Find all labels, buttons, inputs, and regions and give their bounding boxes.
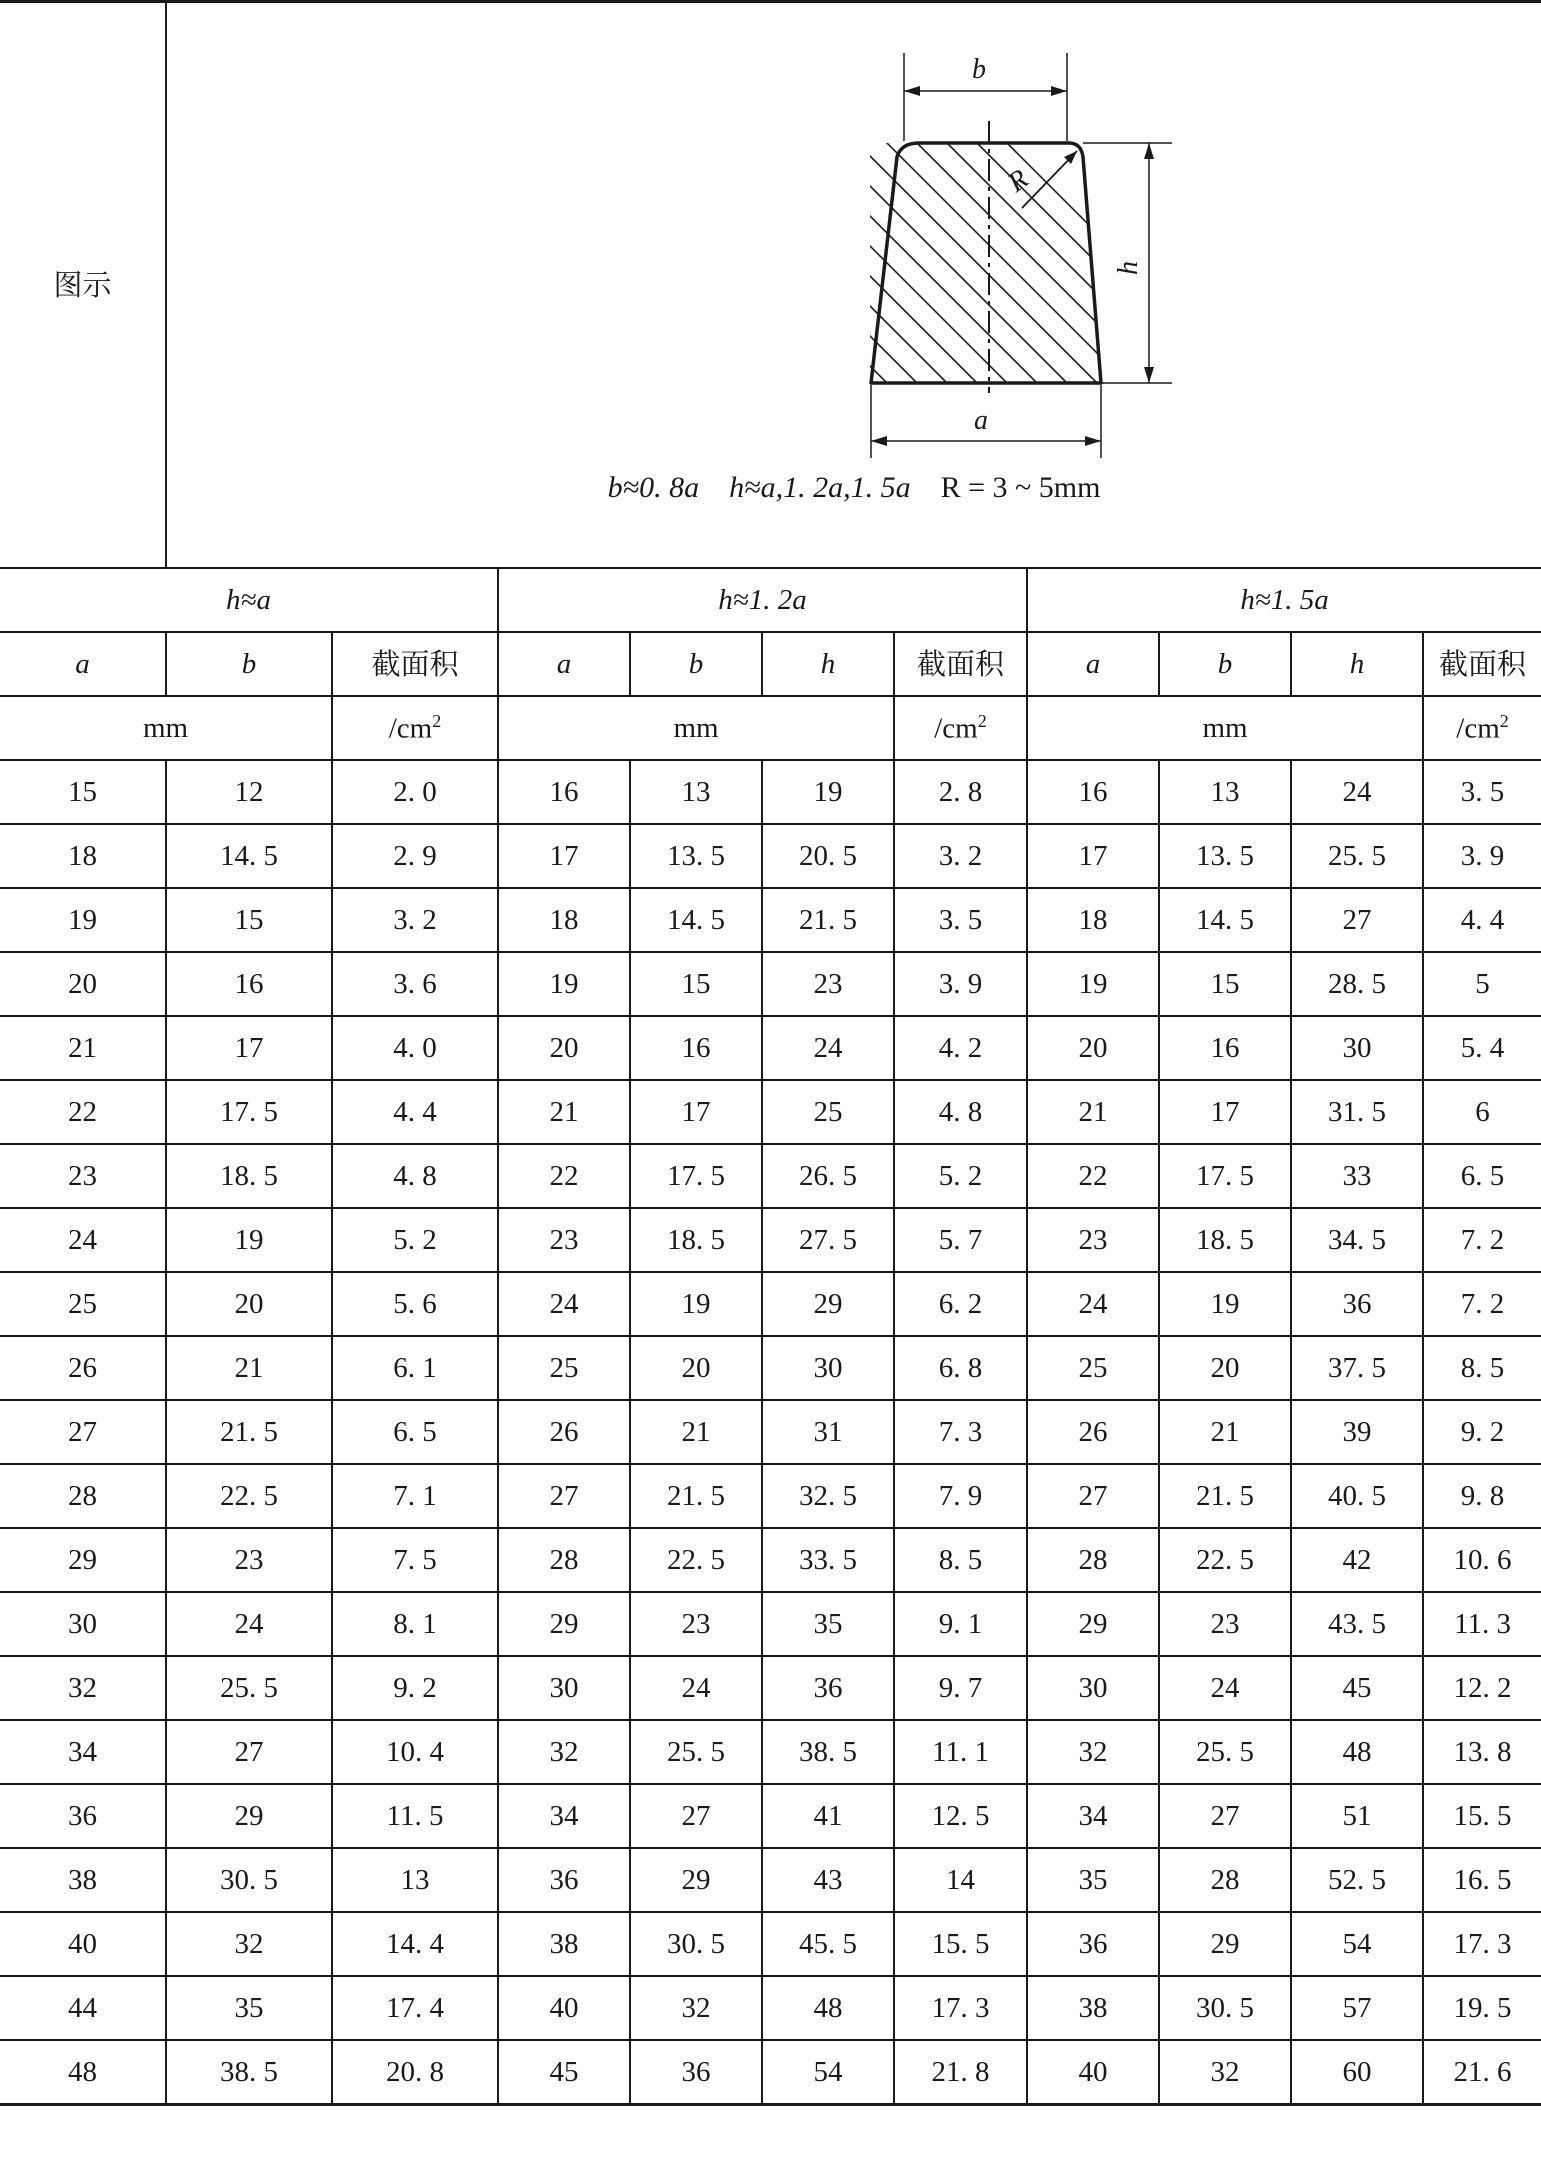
table-row (0, 1976, 1541, 2040)
table-cell: 40 (498, 1976, 630, 2040)
table-cell: 21 (0, 1016, 166, 1080)
col-g1-a: a (0, 632, 166, 696)
table-row (0, 1016, 1541, 1080)
table-cell: 4. 4 (1423, 888, 1541, 952)
table-cell: 22. 5 (1159, 1528, 1291, 1592)
table-cell: 16 (498, 760, 630, 824)
subheader-row-2 (0, 696, 1541, 760)
table-row (0, 1720, 1541, 1784)
table-cell: 26. 5 (762, 1144, 894, 1208)
table-cell: 30 (0, 1592, 166, 1656)
table-cell: 21. 5 (1159, 1464, 1291, 1528)
table-cell: 15 (0, 760, 166, 824)
table-cell: 30 (762, 1336, 894, 1400)
table-cell: 17. 5 (630, 1144, 762, 1208)
col-g1-area-label: 截面积 (332, 632, 498, 696)
table-cell: 38 (1027, 1976, 1159, 2040)
table-cell: 3. 9 (894, 952, 1027, 1016)
table-cell: 3. 5 (894, 888, 1027, 952)
table-cell: 18. 5 (166, 1144, 332, 1208)
table-cell: 21 (630, 1400, 762, 1464)
area-unit-g1: $/cm^2$ (332, 696, 498, 760)
table-cell: 22 (0, 1080, 166, 1144)
area-unit-g3: $/cm^2$ (1423, 696, 1541, 760)
table-cell: 17 (1159, 1080, 1291, 1144)
table-cell: 38. 5 (762, 1720, 894, 1784)
table-cell: 32 (1159, 2040, 1291, 2105)
table-row (0, 1528, 1541, 1592)
table-cell: 28 (0, 1464, 166, 1528)
table-cell: 24 (498, 1272, 630, 1336)
table-row (0, 824, 1541, 888)
table-row (0, 1912, 1541, 1976)
table-cell: 32 (498, 1720, 630, 1784)
table-cell: 5. 7 (894, 1208, 1027, 1272)
table-row (0, 1464, 1541, 1528)
table-cell: 29 (1027, 1592, 1159, 1656)
dim-h-label: h (1113, 261, 1144, 275)
table-cell: 23 (630, 1592, 762, 1656)
table-cell: 51 (1291, 1784, 1423, 1848)
col-g3-b: b (1159, 632, 1291, 696)
table-cell: 2. 9 (332, 824, 498, 888)
table-cell: 28. 5 (1291, 952, 1423, 1016)
table-cell: 19 (0, 888, 166, 952)
table-cell: 24 (630, 1656, 762, 1720)
col-g2-h: h (762, 632, 894, 696)
table-cell: 9. 2 (332, 1656, 498, 1720)
table-cell: 54 (1291, 1912, 1423, 1976)
col-g2-b: b (630, 632, 762, 696)
table-cell: 22. 5 (166, 1464, 332, 1528)
table-cell: 25 (498, 1336, 630, 1400)
table-cell: 34. 5 (1291, 1208, 1423, 1272)
table-cell: 13. 5 (1159, 824, 1291, 888)
table-cell: 43 (762, 1848, 894, 1912)
table-cell: 35 (1027, 1848, 1159, 1912)
figure-formula (167, 473, 1541, 503)
table-cell: 19 (166, 1208, 332, 1272)
table-cell: 29 (166, 1784, 332, 1848)
table-cell: 31 (762, 1400, 894, 1464)
table-cell: 20 (1159, 1336, 1291, 1400)
table-cell: 3. 2 (894, 824, 1027, 888)
table-cell: 16 (1159, 1016, 1291, 1080)
table-cell: 34 (1027, 1784, 1159, 1848)
table-cell: 26 (0, 1336, 166, 1400)
col-g2-a: a (498, 632, 630, 696)
table-cell: 23 (0, 1144, 166, 1208)
table-cell: 20 (498, 1016, 630, 1080)
table-cell: 28 (498, 1528, 630, 1592)
table-cell: 15. 5 (894, 1912, 1027, 1976)
table-cell: 3. 2 (332, 888, 498, 952)
table-cell: 40 (1027, 2040, 1159, 2105)
table-cell: 21 (1159, 1400, 1291, 1464)
table-cell: 43. 5 (1291, 1592, 1423, 1656)
table-cell: 13 (1159, 760, 1291, 824)
table-cell: 8. 5 (894, 1528, 1027, 1592)
table-cell: 14. 4 (332, 1912, 498, 1976)
figure-row (0, 2, 1541, 569)
table-cell: 25. 5 (630, 1720, 762, 1784)
table-cell: 13 (630, 760, 762, 824)
table-cell: 30 (1291, 1016, 1423, 1080)
table-cell: 38. 5 (166, 2040, 332, 2105)
table-cell: 6. 5 (1423, 1144, 1541, 1208)
table-cell: 38 (0, 1848, 166, 1912)
table-cell: 29 (1159, 1912, 1291, 1976)
table-row (0, 1144, 1541, 1208)
table-cell: 15 (1159, 952, 1291, 1016)
table-cell: 6. 1 (332, 1336, 498, 1400)
table-cell: 23 (762, 952, 894, 1016)
table-cell: 35 (762, 1592, 894, 1656)
table-cell: 36 (630, 2040, 762, 2105)
table-cell: 32 (0, 1656, 166, 1720)
table-cell: 23 (166, 1528, 332, 1592)
table-cell: 18 (1027, 888, 1159, 952)
table-cell: 20 (1027, 1016, 1159, 1080)
table-cell: 17 (630, 1080, 762, 1144)
table-cell: 7. 2 (1423, 1208, 1541, 1272)
col-g2-area-label: 截面积 (894, 632, 1027, 696)
table-cell: 14. 5 (630, 888, 762, 952)
table-cell: 12 (166, 760, 332, 824)
table-cell: 29 (762, 1272, 894, 1336)
table-cell: 23 (498, 1208, 630, 1272)
table-cell: 7. 2 (1423, 1272, 1541, 1336)
table-cell: 7. 9 (894, 1464, 1027, 1528)
unit-g3: mm (1027, 696, 1423, 760)
table-cell: 14 (894, 1848, 1027, 1912)
table-cell: 40 (0, 1912, 166, 1976)
table-cell: 45 (498, 2040, 630, 2105)
table-cell: 38 (498, 1912, 630, 1976)
table-cell: 17. 3 (1423, 1912, 1541, 1976)
table-cell: 34 (0, 1720, 166, 1784)
table-cell: 28 (1027, 1528, 1159, 1592)
formula-b: b≈0. 8a (607, 471, 700, 504)
table-cell: 21. 5 (166, 1400, 332, 1464)
table-cell: 27 (166, 1720, 332, 1784)
table-cell: 27 (498, 1464, 630, 1528)
table-cell: 11. 3 (1423, 1592, 1541, 1656)
table-cell: 25. 5 (166, 1656, 332, 1720)
table-cell: 24 (166, 1592, 332, 1656)
table-cell: 19 (1159, 1272, 1291, 1336)
table-cell: 21. 6 (1423, 2040, 1541, 2105)
col-g3-h: h (1291, 632, 1423, 696)
table-cell: 20 (166, 1272, 332, 1336)
table-cell: 22 (498, 1144, 630, 1208)
table-cell: 33 (1291, 1144, 1423, 1208)
table-cell: 9. 1 (894, 1592, 1027, 1656)
table-cell: 36 (0, 1784, 166, 1848)
table-cell: 26 (1027, 1400, 1159, 1464)
table-cell: 26 (498, 1400, 630, 1464)
table-cell: 17 (166, 1016, 332, 1080)
table-row (0, 2040, 1541, 2105)
table-cell: 15. 5 (1423, 1784, 1541, 1848)
table-cell: 13 (332, 1848, 498, 1912)
table-cell: 23 (1159, 1592, 1291, 1656)
table-cell: 17. 4 (332, 1976, 498, 2040)
table-cell: 31. 5 (1291, 1080, 1423, 1144)
table-cell: 13. 5 (630, 824, 762, 888)
table-cell: 17. 5 (1159, 1144, 1291, 1208)
table-cell: 17. 5 (166, 1080, 332, 1144)
dim-b-label: b (972, 54, 986, 85)
table-cell: 32 (166, 1912, 332, 1976)
table-cell: 25. 5 (1291, 824, 1423, 888)
group-header-1: h≈a (0, 568, 498, 632)
table-cell: 25 (0, 1272, 166, 1336)
table-row (0, 1400, 1541, 1464)
table-cell: 45 (1291, 1656, 1423, 1720)
table-cell: 18. 5 (1159, 1208, 1291, 1272)
table-cell: 3. 6 (332, 952, 498, 1016)
group-header-row (0, 568, 1541, 632)
table-cell: 11. 1 (894, 1720, 1027, 1784)
table-cell: 24 (0, 1208, 166, 1272)
table-cell: 15 (166, 888, 332, 952)
figure-cell (166, 2, 1541, 569)
table-cell: 13. 8 (1423, 1720, 1541, 1784)
table-cell: 19 (1027, 952, 1159, 1016)
table-cell: 17 (498, 824, 630, 888)
table-cell: 60 (1291, 2040, 1423, 2105)
table-cell: 30 (1027, 1656, 1159, 1720)
table-cell: 40. 5 (1291, 1464, 1423, 1528)
col-g1-b: b (166, 632, 332, 696)
table-cell: 2. 8 (894, 760, 1027, 824)
table-cell: 25 (762, 1080, 894, 1144)
table-cell: 52. 5 (1291, 1848, 1423, 1912)
table-cell: 30. 5 (166, 1848, 332, 1912)
table-cell: 21 (166, 1336, 332, 1400)
table-cell: 6. 8 (894, 1336, 1027, 1400)
table-row (0, 952, 1541, 1016)
table-cell: 8. 1 (332, 1592, 498, 1656)
table-cell: 22 (1027, 1144, 1159, 1208)
table-cell: 19 (762, 760, 894, 824)
table-cell: 21 (1027, 1080, 1159, 1144)
table-cell: 9. 8 (1423, 1464, 1541, 1528)
table-cell: 23 (1027, 1208, 1159, 1272)
table-cell: 7. 3 (894, 1400, 1027, 1464)
table-cell: 9. 7 (894, 1656, 1027, 1720)
table-cell: 24 (1291, 760, 1423, 824)
table-row (0, 1592, 1541, 1656)
table-row (0, 1656, 1541, 1720)
table-cell: 8. 5 (1423, 1336, 1541, 1400)
table-cell: 20. 8 (332, 2040, 498, 2105)
table-cell: 4. 2 (894, 1016, 1027, 1080)
table-cell: 36 (498, 1848, 630, 1912)
col-g3-a: a (1027, 632, 1159, 696)
table-cell: 9. 2 (1423, 1400, 1541, 1464)
table-cell: 6. 2 (894, 1272, 1027, 1336)
table-cell: 24 (1027, 1272, 1159, 1336)
table-cell: 5. 4 (1423, 1016, 1541, 1080)
table-cell: 30. 5 (1159, 1976, 1291, 2040)
table-cell: 5. 6 (332, 1272, 498, 1336)
table-cell: 30. 5 (630, 1912, 762, 1976)
table-cell: 42 (1291, 1528, 1423, 1592)
table-cell: 15 (630, 952, 762, 1016)
table-cell: 24 (762, 1016, 894, 1080)
table-cell: 39 (1291, 1400, 1423, 1464)
table-cell: 27 (1159, 1784, 1291, 1848)
formula-h: h≈a,1. 2a,1. 5a (729, 471, 911, 504)
table-cell: 33. 5 (762, 1528, 894, 1592)
table-cell: 12. 5 (894, 1784, 1027, 1848)
table-row (0, 1208, 1541, 1272)
table-cell: 19 (630, 1272, 762, 1336)
table-cell: 3. 5 (1423, 760, 1541, 824)
table-cell: 20 (0, 952, 166, 1016)
area-unit-g2: $/cm^2$ (894, 696, 1027, 760)
table-cell: 21. 5 (630, 1464, 762, 1528)
table-cell: 21. 5 (762, 888, 894, 952)
table-cell: 32. 5 (762, 1464, 894, 1528)
table-cell: 27 (630, 1784, 762, 1848)
trapezoid-cross-section-diagram (687, 33, 1187, 473)
table-cell: 6. 5 (332, 1400, 498, 1464)
table-cell: 32 (1027, 1720, 1159, 1784)
table-cell: 29 (498, 1592, 630, 1656)
table-cell: 3. 9 (1423, 824, 1541, 888)
table-cell: 57 (1291, 1976, 1423, 2040)
table-cell: 12. 2 (1423, 1656, 1541, 1720)
table-cell: 44 (0, 1976, 166, 2040)
unit-g2: mm (498, 696, 894, 760)
table-cell: 17. 3 (894, 1976, 1027, 2040)
table-cell: 36 (1291, 1272, 1423, 1336)
table-row (0, 1848, 1541, 1912)
table-cell: 21 (498, 1080, 630, 1144)
table-cell: 19 (498, 952, 630, 1016)
table-cell: 29 (0, 1528, 166, 1592)
table-cell: 20 (630, 1336, 762, 1400)
table-cell: 21. 8 (894, 2040, 1027, 2105)
figure-wrap (167, 3, 1541, 567)
table-cell: 48 (762, 1976, 894, 2040)
table-cell: 35 (166, 1976, 332, 2040)
table-cell: 34 (498, 1784, 630, 1848)
table-cell: 18 (498, 888, 630, 952)
table-cell: 10. 4 (332, 1720, 498, 1784)
table-row (0, 888, 1541, 952)
table-cell: 25 (1027, 1336, 1159, 1400)
table-cell: 17 (1027, 824, 1159, 888)
table-cell: 41 (762, 1784, 894, 1848)
table-cell: 16 (630, 1016, 762, 1080)
table-cell: 27 (1027, 1464, 1159, 1528)
formula-r: R = 3 ~ 5mm (940, 471, 1101, 504)
table-cell: 29 (630, 1848, 762, 1912)
table-cell: 25. 5 (1159, 1720, 1291, 1784)
table-cell: 24 (1159, 1656, 1291, 1720)
table-cell: 18. 5 (630, 1208, 762, 1272)
table-row (0, 1080, 1541, 1144)
table-row (0, 1272, 1541, 1336)
unit-g1: mm (0, 696, 332, 760)
group-header-3: h≈1. 5a (1027, 568, 1541, 632)
table-cell: 37. 5 (1291, 1336, 1423, 1400)
table-cell: 7. 5 (332, 1528, 498, 1592)
table-cell: 54 (762, 2040, 894, 2105)
table-cell: 48 (1291, 1720, 1423, 1784)
dim-a-label: a (974, 405, 988, 436)
table-cell: 7. 1 (332, 1464, 498, 1528)
table-cell: 18 (0, 824, 166, 888)
table-row (0, 760, 1541, 824)
table-cell: 16. 5 (1423, 1848, 1541, 1912)
table-cell: 10. 6 (1423, 1528, 1541, 1592)
table-cell: 45. 5 (762, 1912, 894, 1976)
table-cell: 48 (0, 2040, 166, 2105)
table-cell: 4. 4 (332, 1080, 498, 1144)
group-header-2: h≈1. 2a (498, 568, 1027, 632)
table-cell: 27 (1291, 888, 1423, 952)
table-cell: 36 (762, 1656, 894, 1720)
table-cell: 19. 5 (1423, 1976, 1541, 2040)
table-row (0, 1784, 1541, 1848)
table-cell: 5. 2 (894, 1144, 1027, 1208)
table-cell: 5 (1423, 952, 1541, 1016)
table-cell: 27. 5 (762, 1208, 894, 1272)
dim-r-label: R (1002, 163, 1035, 199)
table-cell: 16 (166, 952, 332, 1016)
table-cell: 11. 5 (332, 1784, 498, 1848)
table-cell: 14. 5 (1159, 888, 1291, 952)
table-cell: 4. 8 (894, 1080, 1027, 1144)
table-cell: 4. 0 (332, 1016, 498, 1080)
table-cell: 2. 0 (332, 760, 498, 824)
subheader-row-1 (0, 632, 1541, 696)
table-cell: 30 (498, 1656, 630, 1720)
col-g3-area-label: 截面积 (1423, 632, 1541, 696)
table-cell: 4. 8 (332, 1144, 498, 1208)
table-cell: 27 (0, 1400, 166, 1464)
table-cell: 28 (1159, 1848, 1291, 1912)
table-cell: 14. 5 (166, 824, 332, 888)
table-cell: 6 (1423, 1080, 1541, 1144)
table-cell: 36 (1027, 1912, 1159, 1976)
table-cell: 20. 5 (762, 824, 894, 888)
figure-label: 图示 (0, 2, 166, 569)
table-cell: 16 (1027, 760, 1159, 824)
table-cell: 22. 5 (630, 1528, 762, 1592)
table-cell: 5. 2 (332, 1208, 498, 1272)
table-cell: 32 (630, 1976, 762, 2040)
table-row (0, 1336, 1541, 1400)
